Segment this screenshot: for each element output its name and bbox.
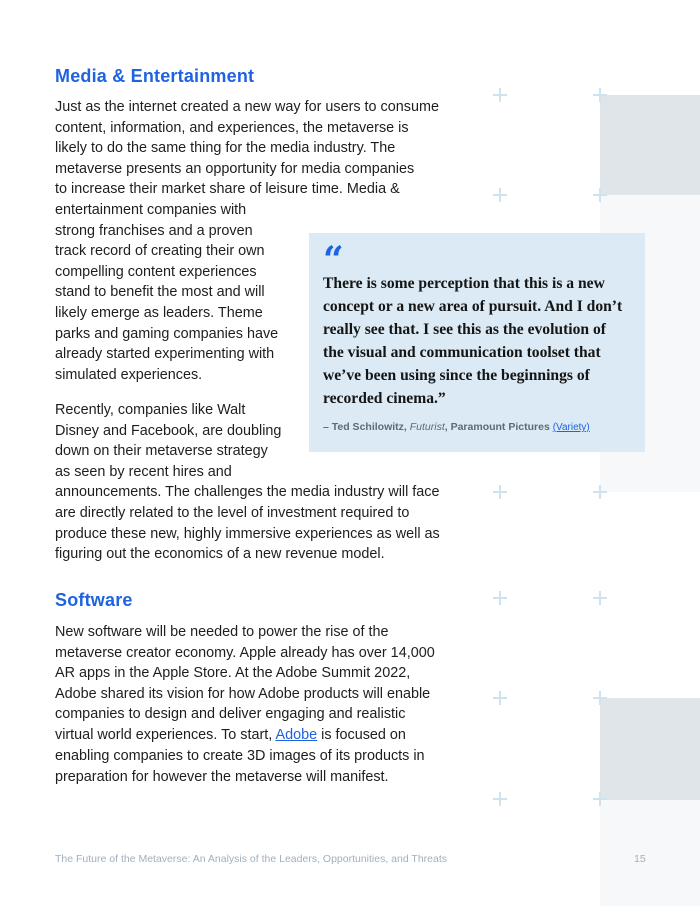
quote-line: There is some perception that this is a new xyxy=(323,275,605,292)
plus-decor-icon xyxy=(493,691,507,705)
plus-decor-icon xyxy=(593,188,607,202)
attribution-org: , Paramount Pictures xyxy=(444,421,553,433)
body-line: metaverse creator economy. Apple already has over 14,000 xyxy=(55,644,435,661)
section-heading-media: Media & Entertainment xyxy=(55,66,255,86)
body-line xyxy=(55,725,406,745)
text: is focused on xyxy=(317,727,406,743)
body-line: content, information, and experiences, the metaverse is xyxy=(55,119,409,136)
body-line: Disney and Facebook, are doubling xyxy=(55,422,282,439)
body-line: enabling companies to create 3D images of its products in xyxy=(55,748,425,764)
pull-quote xyxy=(309,233,645,452)
plus-decor-icon xyxy=(593,591,607,605)
body-line: as seen by recent hires and xyxy=(55,463,232,480)
body-line: companies to design and deliver engaging and realistic xyxy=(55,706,406,723)
body-line: strong franchises and a proven xyxy=(55,222,253,239)
plus-decor-icon xyxy=(493,792,507,806)
body-line: metaverse presents an opportunity for media companies xyxy=(55,160,415,177)
body-line: to increase their market share of leisure time. Media & xyxy=(55,181,400,198)
quote-attribution xyxy=(323,421,590,433)
footer-title: The Future of the Metaverse: An Analysis of the Leaders, Opportunities, and Threats xyxy=(55,853,448,865)
plus-decor-icon xyxy=(593,691,607,705)
plus-decor-icon xyxy=(493,591,507,605)
quote-mark-icon: “ xyxy=(323,239,344,281)
text: virtual world experiences. To start, xyxy=(55,727,276,743)
body-line: Recently, companies like Walt xyxy=(55,402,246,418)
plus-decor-icon xyxy=(493,485,507,499)
plus-decor-icon xyxy=(593,485,607,499)
body-line: Just as the internet created a new way for users to consume xyxy=(55,99,439,115)
body-line: down on their metaverse strategy xyxy=(55,443,268,460)
body-line: Adobe shared its vision for how Adobe products will enable xyxy=(55,685,431,702)
plus-decor-icon xyxy=(593,792,607,806)
body-line: stand to benefit the most and will xyxy=(55,284,265,301)
section-heading-software: Software xyxy=(55,590,133,610)
variety-source-link[interactable]: (Variety) xyxy=(552,422,590,433)
decor-block xyxy=(600,800,700,906)
quote-line: the visual and communication toolset that xyxy=(323,344,601,361)
decor-block xyxy=(600,698,700,800)
body-line: AR apps in the Apple Store. At the Adobe Summit 2022, xyxy=(55,665,411,682)
body-line: already started experimenting with xyxy=(55,346,275,363)
body-line: likely to do the same thing for the media industry. The xyxy=(55,140,396,157)
body-line: likely emerge as leaders. Theme xyxy=(55,305,263,321)
quote-line: really see that. I see this as the evolution of xyxy=(323,321,606,338)
quote-line: we’ve been using since the beginnings of xyxy=(323,367,590,384)
plus-decor-icon xyxy=(493,188,507,202)
body-line: figuring out the economics of a new revenue model. xyxy=(55,546,385,563)
body-line: produce these new, highly immersive experiences as well as xyxy=(55,525,440,542)
decor-block xyxy=(600,95,700,195)
body-line: parks and gaming companies have xyxy=(55,325,279,342)
attribution-name: – Ted Schilowitz, xyxy=(323,421,410,433)
quote-line: concept or a new area of pursuit. And I don’t xyxy=(323,298,623,315)
body-line: compelling content experiences xyxy=(55,263,257,280)
body-line: announcements. The challenges the media industry will face xyxy=(55,484,440,501)
plus-decor-icon xyxy=(593,88,607,102)
quote-line: recorded cinema.” xyxy=(323,390,446,407)
body-line: entertainment companies with xyxy=(55,202,247,218)
body-line: preparation for however the metaverse will manifest. xyxy=(55,768,389,785)
body-line: New software will be needed to power the rise of the xyxy=(55,624,389,640)
body-line: are directly related to the level of investment required to xyxy=(55,505,410,521)
body-line: simulated experiences. xyxy=(55,366,203,383)
adobe-link[interactable]: Adobe xyxy=(275,727,318,743)
body-line: track record of creating their own xyxy=(55,243,265,260)
attribution-role: Futurist xyxy=(409,421,445,433)
plus-decor-icon xyxy=(493,88,507,102)
page-number: 15 xyxy=(634,853,646,865)
